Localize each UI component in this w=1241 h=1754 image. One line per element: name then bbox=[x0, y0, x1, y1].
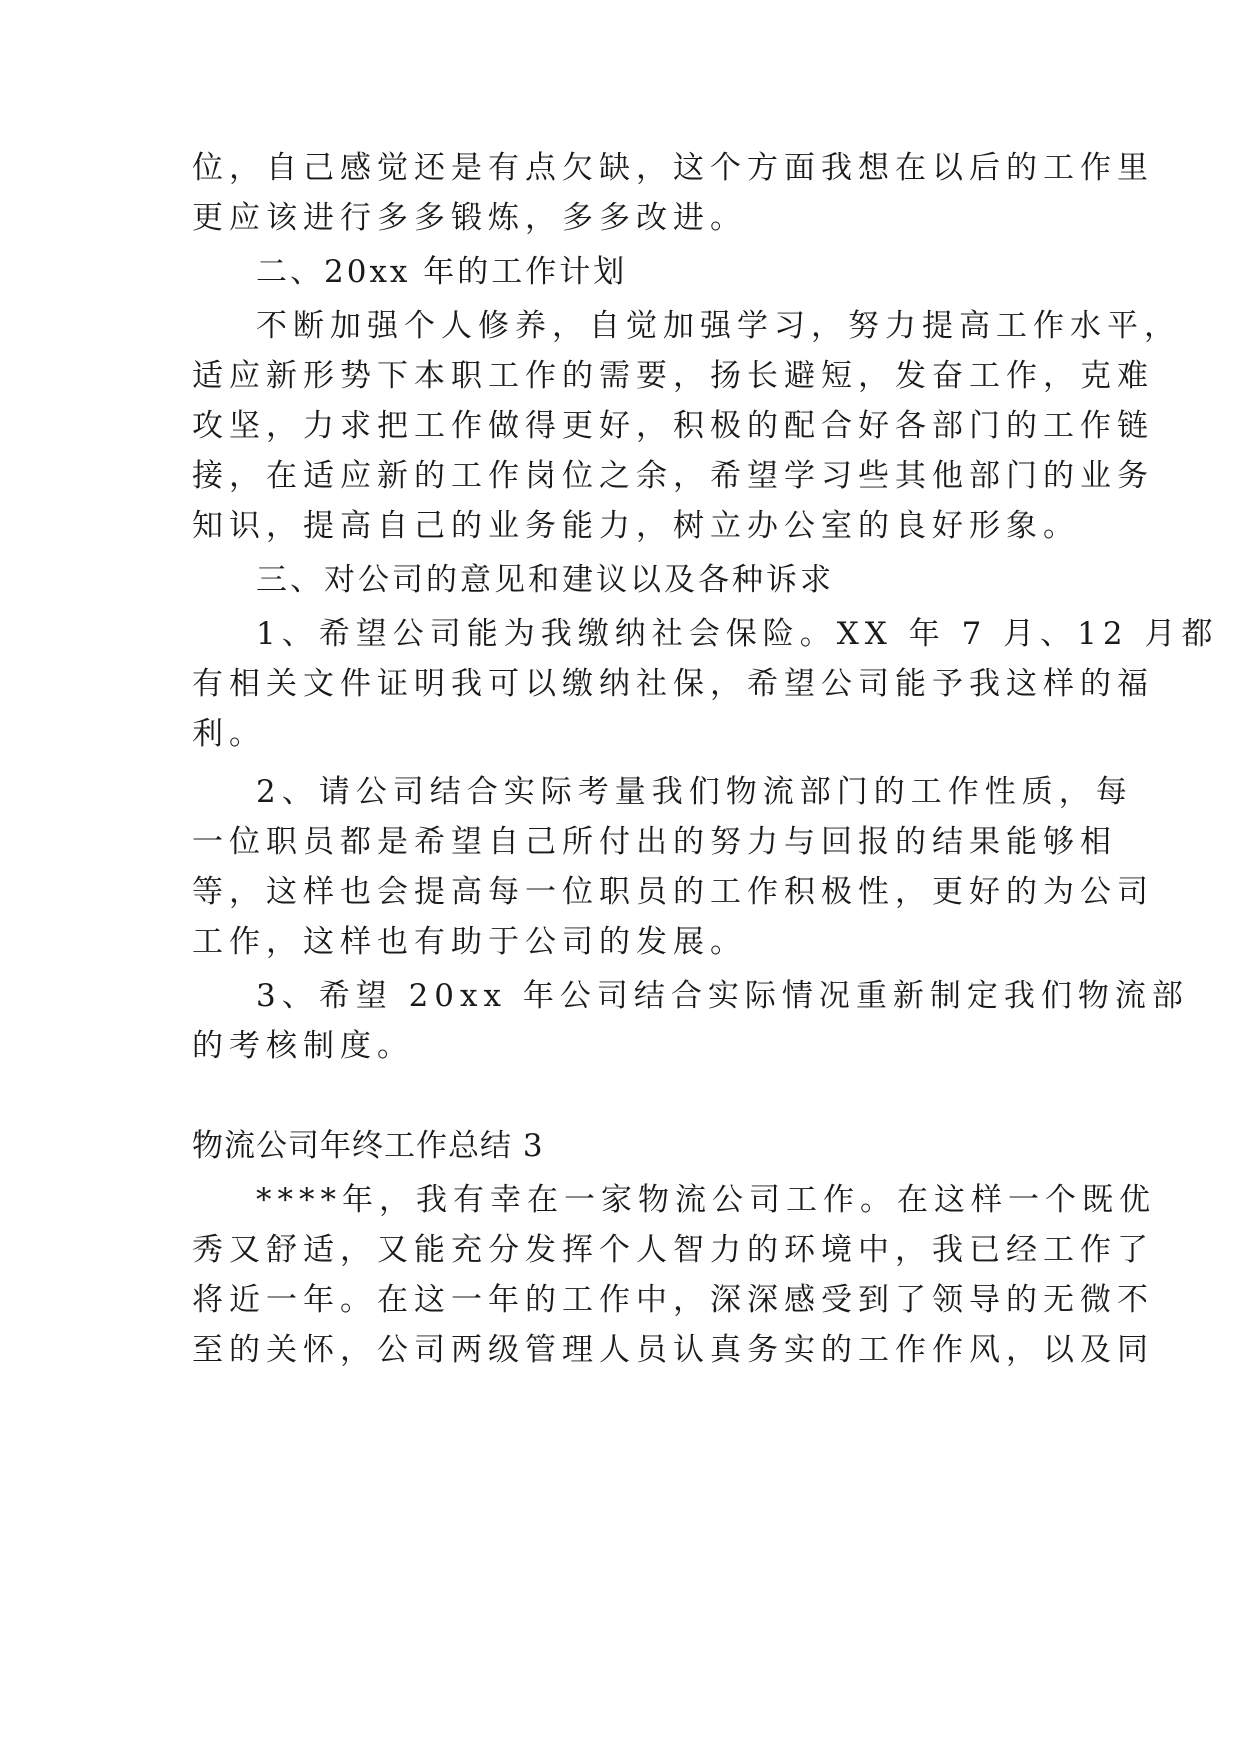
text-line: ****年，我有幸在一家物流公司工作。在这样一个既优 bbox=[256, 1182, 1156, 1218]
text-line: 等，这样也会提高每一位职员的工作积极性，更好的为公司 bbox=[192, 874, 1154, 910]
text-line: 更应该进行多多锻炼，多多改进。 bbox=[192, 200, 747, 236]
text-line: 秀又舒适，又能充分发挥个人智力的环境中，我已经工作了 bbox=[192, 1232, 1154, 1268]
section-heading-suggestions: 三、对公司的意见和建议以及各种诉求 bbox=[256, 562, 834, 598]
text-line: 2、请公司结合实际考量我们物流部门的工作性质，每 bbox=[256, 774, 1133, 810]
text-line: 工作，这样也有助于公司的发展。 bbox=[192, 924, 747, 960]
summary-title: 物流公司年终工作总结 3 bbox=[192, 1128, 544, 1164]
text-line: 知识，提高自己的业务能力，树立办公室的良好形象。 bbox=[192, 508, 1080, 544]
text-line: 接，在适应新的工作岗位之余，希望学习些其他部门的业务 bbox=[192, 458, 1154, 494]
text-line: 不断加强个人修养，自觉加强学习，努力提高工作水平， bbox=[256, 308, 1181, 344]
text-line: 1、希望公司能为我缴纳社会保险。XX 年 7 月、12 月都 bbox=[256, 616, 1219, 652]
text-line: 3、希望 20xx 年公司结合实际情况重新制定我们物流部 bbox=[256, 978, 1189, 1014]
text-line: 适应新形势下本职工作的需要，扬长避短，发奋工作，克难 bbox=[192, 358, 1154, 394]
text-line: 至的关怀，公司两级管理人员认真务实的工作作风，以及同 bbox=[192, 1332, 1154, 1368]
text-line: 攻坚，力求把工作做得更好，积极的配合好各部门的工作链 bbox=[192, 408, 1154, 444]
text-line: 的考核制度。 bbox=[192, 1028, 414, 1064]
text-line: 将近一年。在这一年的工作中，深深感受到了领导的无微不 bbox=[192, 1282, 1154, 1318]
text-line: 一位职员都是希望自己所付出的努力与回报的结果能够相 bbox=[192, 824, 1117, 860]
text-line: 利。 bbox=[192, 716, 266, 752]
text-line: 位，自己感觉还是有点欠缺，这个方面我想在以后的工作里 bbox=[192, 150, 1154, 186]
section-heading-plan: 二、20xx 年的工作计划 bbox=[256, 254, 628, 290]
text-line: 有相关文件证明我可以缴纳社保，希望公司能予我这样的福 bbox=[192, 666, 1154, 702]
